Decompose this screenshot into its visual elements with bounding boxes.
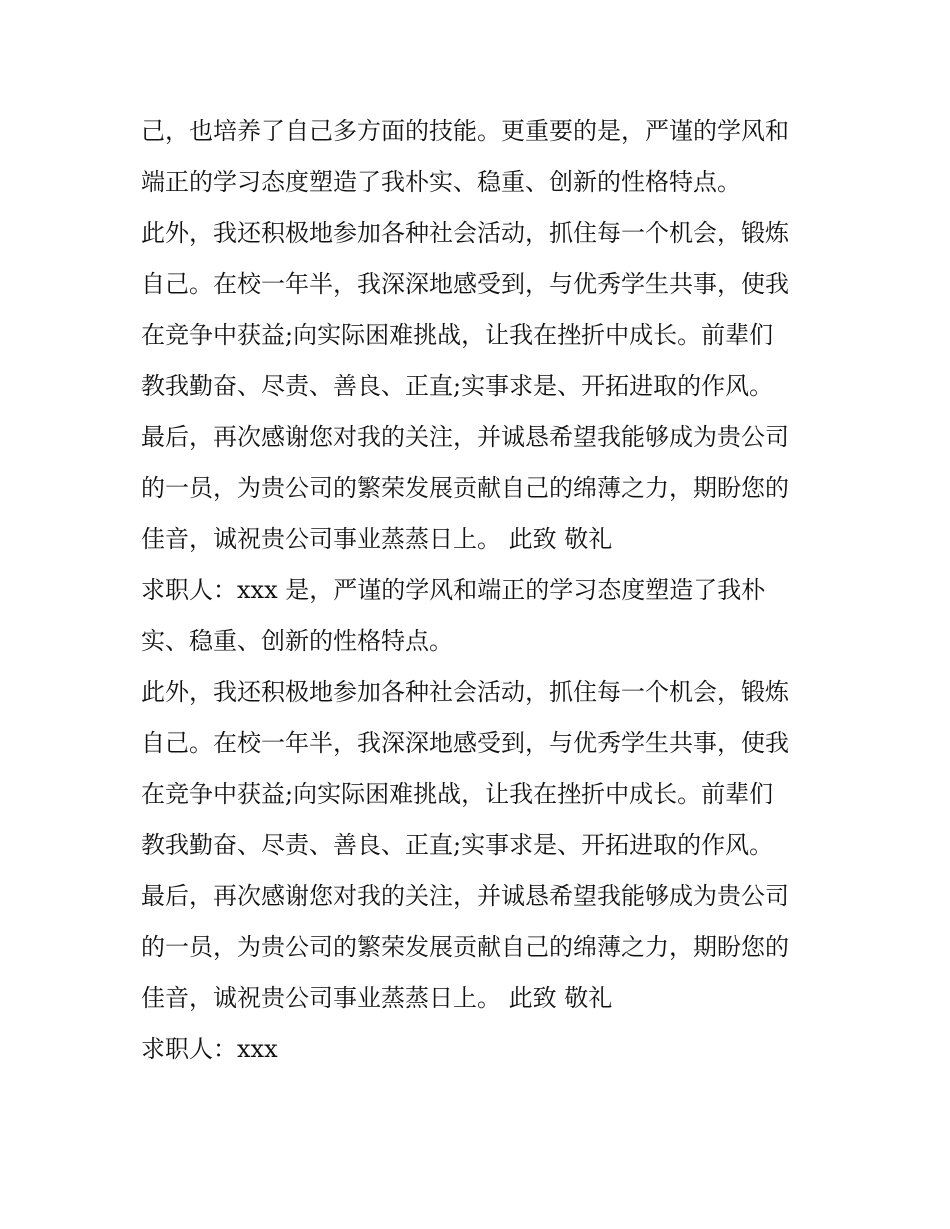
text-line: 佳音，诚祝贵公司事业蒸蒸日上。 此致 敬礼 (141, 984, 613, 1012)
document-body (141, 106, 831, 1075)
text-line: 教我勤奋、尽责、善良、正直;实事求是、开拓进取的作风。 (141, 831, 774, 859)
text-line: 在竞争中获益;向实际困难挑战，让我在挫折中成长。前辈们 (141, 321, 774, 349)
text-line: 在竞争中获益;向实际困难挑战，让我在挫折中成长。前辈们 (141, 780, 774, 808)
text-line: 自己。在校一年半，我深深地感受到，与优秀学生共事，使我 (141, 270, 789, 298)
text-line: 此外，我还积极地参加各种社会活动，抓住每一个机会，锻炼 (141, 219, 789, 247)
text-line: 的一员，为贵公司的繁荣发展贡献自己的绵薄之力，期盼您的 (141, 933, 789, 961)
text-line: 最后，再次感谢您对我的关注，并诚恳希望我能够成为贵公司 (141, 882, 789, 910)
text-line: 此外，我还积极地参加各种社会活动，抓住每一个机会，锻炼 (141, 678, 789, 706)
text-line: 的一员，为贵公司的繁荣发展贡献自己的绵薄之力，期盼您的 (141, 474, 789, 502)
text-line: 最后，再次感谢您对我的关注，并诚恳希望我能够成为贵公司 (141, 423, 789, 451)
text-line: 端正的学习态度塑造了我朴实、稳重、创新的性格特点。 (141, 168, 741, 196)
text-line: 佳音，诚祝贵公司事业蒸蒸日上。 此致 敬礼 (141, 525, 613, 553)
text-line: 实、稳重、创新的性格特点。 (141, 627, 453, 655)
text-line: 求职人：xxx (141, 1035, 278, 1063)
text-line: 求职人：xxx 是，严谨的学风和端正的学习态度塑造了我朴 (141, 576, 766, 604)
text-line: 自己。在校一年半，我深深地感受到，与优秀学生共事，使我 (141, 729, 789, 757)
text-line: 己，也培养了自己多方面的技能。更重要的是，严谨的学风和 (141, 117, 789, 145)
text-line: 教我勤奋、尽责、善良、正直;实事求是、开拓进取的作风。 (141, 372, 774, 400)
